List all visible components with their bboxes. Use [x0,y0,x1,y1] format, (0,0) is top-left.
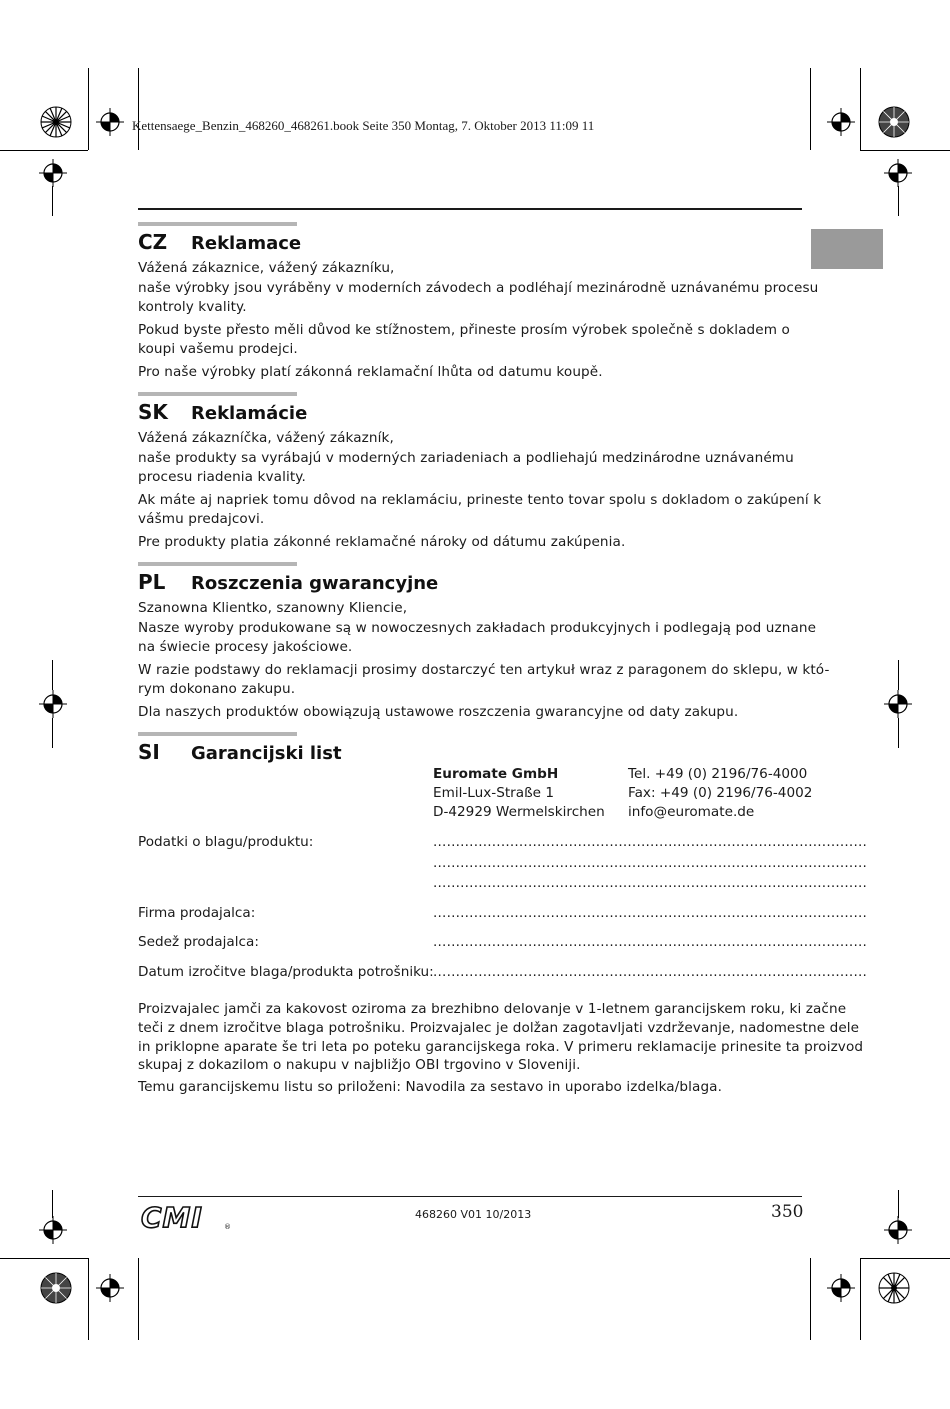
text-line: Szanowna Klientko, szanowny Kliencie, [138,600,408,616]
product-data-field[interactable]: ................................................................................................ [433,875,868,891]
registration-wheel-icon [40,1272,72,1304]
text-line: Temu garancijskemu listu so priloženi: Navodila za sestavo in uporabo izdelka/blaga. [138,1079,723,1096]
text-line: Vážená zákazníčka, vážený zákazník, [138,430,394,446]
product-data-label: Podatki o blagu/produktu: [138,834,314,850]
paragraph [138,321,802,360]
language-code: SI [138,740,160,764]
paragraph [138,599,817,658]
section-heading [138,570,802,594]
text-line: Pokud byste přesto měli důvod ke stížnostem, přineste prosím výrobek společně s dokladem o [138,321,790,338]
text-line: Pro naše výrobky platí zákonná reklamační lhůta od datumu koupě. [138,363,603,380]
section-heading [138,230,802,254]
text-line: Nasze wyroby produkowane są w nowoczesnych zakładach produkcyjnych i podlegają pod uznane [138,619,817,636]
text-line: Vážená zákaznice, vážený zákazníku, [138,260,395,276]
paragraph [138,259,819,318]
text-line: W razie podstawy do reklamacji prosimy dostarczyć ten artykuł wraz z paragonem do sklepu, w któ- [138,661,830,678]
registration-wheel-icon [40,106,72,138]
crosshair-target-icon [39,690,67,718]
section-heading [138,400,802,424]
company-name: Euromate GmbH [433,766,559,782]
language-code: PL [138,570,166,594]
text-line: teči z dnem izročitve blaga potrošniku. Proizvajalec je dolžan zagotavljati vzdrževanje, nadomestne dele [138,1019,860,1036]
text-line: naše produkty sa vyrábajú v moderných zariadeniach a podliehajú medzinárodne uznávanému [138,449,794,466]
registration-wheel-icon [878,1272,910,1304]
section-bar [138,222,297,226]
text-line: in priklopne aparate še tri leta po poteku garancijskega roka. V primeru reklamacije prinesite ta proizvod [138,1038,864,1055]
cmi-logo [138,1201,234,1234]
seller-seat-field[interactable]: ................................................................................................ [433,934,868,950]
document-code: 468260 V01 10/2013 [415,1208,532,1221]
paragraph [138,661,830,700]
section-title: Reklamace [191,233,302,254]
text-line: vášmu predajcovi. [138,511,265,527]
section-si [138,732,802,764]
crosshair-target-icon [827,108,855,136]
text-line: Dla naszych produktów obowiązują ustawowe roszczenia gwarancyjne od daty zakupu. [138,703,739,720]
paragraph [138,1000,864,1075]
email-link[interactable]: info@euromate.de [628,804,755,820]
section-bar [138,562,297,566]
registration-wheel-icon [878,106,910,138]
paragraph [138,703,802,723]
text-line: na świecie procesy jakościowe. [138,639,353,655]
paragraph [138,429,802,488]
print-info-line: Kettensaege_Benzin_468260_468261.book Seite 350 Montag, 7. Oktober 2013 11:09 11 [132,118,595,133]
top-divider [138,208,802,210]
paragraph [138,1078,802,1097]
warranty-text [138,1000,864,1100]
section-title: Reklamácie [191,403,308,424]
section-bar [138,392,297,396]
language-code: SK [138,400,168,424]
text-line: kontroly kvality. [138,299,247,315]
svg-text:CMI: CMI [141,1201,203,1234]
text-line: rym dokonano zakupu. [138,681,296,697]
bottom-divider [138,1196,802,1197]
crosshair-target-icon [96,1274,124,1302]
language-tab-marker [811,229,883,269]
crosshair-target-icon [96,108,124,136]
section-heading [138,740,802,764]
delivery-date-field[interactable]: ................................................................................................ [433,964,868,980]
phone: Tel. +49 (0) 2196/76-4000 [628,766,808,782]
paragraph [138,363,802,383]
crosshair-target-icon [884,1216,912,1244]
city: D-42929 Wermelskirchen [433,804,605,820]
section-pl [138,562,830,725]
svg-text:®: ® [224,1223,231,1231]
crosshair-target-icon [884,159,912,187]
paragraph [138,491,822,530]
text-line: Ak máte aj napriek tomu dôvod na reklamáciu, prineste tento tovar spolu s dokladom o zakúpení k [138,491,822,508]
crosshair-target-icon [39,1216,67,1244]
section-cz [138,222,819,385]
seller-field[interactable]: ................................................................................................ [433,905,868,921]
product-data-field[interactable]: ................................................................................................ [433,834,868,850]
seller-label: Firma prodajalca: [138,905,256,921]
section-bar [138,732,297,736]
manufacturer-address [433,765,605,822]
text-line: koupi vašemu prodejci. [138,341,298,357]
section-title: Roszczenia gwarancyjne [191,573,439,594]
text-line: Pre produkty platia zákonné reklamačné nároky od dátumu zakúpenia. [138,533,626,550]
section-sk [138,392,822,555]
text-line: Proizvajalec jamči za kakovost oziroma za brezhibno delovanje v 1-letnem garancijskem roku, ki začne [138,1001,847,1017]
language-code: CZ [138,230,168,254]
manufacturer-contact [628,765,812,822]
delivery-date-label: Datum izročitve blaga/produkta potrošniku: [138,964,434,980]
fax: Fax: +49 (0) 2196/76-4002 [628,785,813,801]
section-title: Garancijski list [191,743,342,764]
crosshair-target-icon [827,1274,855,1302]
crosshair-target-icon [884,690,912,718]
crosshair-target-icon [39,159,67,187]
text-line: skupaj z dokazilom o nakupu v najbližjo OBI trgovino v Sloveniji. [138,1057,581,1074]
street: Emil-Lux-Straße 1 [433,785,554,801]
paragraph [138,533,802,553]
text-line: naše výrobky jsou vyráběny v moderních závodech a podléhají mezinárodně uznávanému procesu [138,279,819,296]
text-line: procesu riadenia kvality. [138,469,306,485]
page-number: 350 [771,1202,804,1222]
product-data-field[interactable]: ................................................................................................ [433,855,868,871]
seller-seat-label: Sedež prodajalca: [138,934,259,950]
